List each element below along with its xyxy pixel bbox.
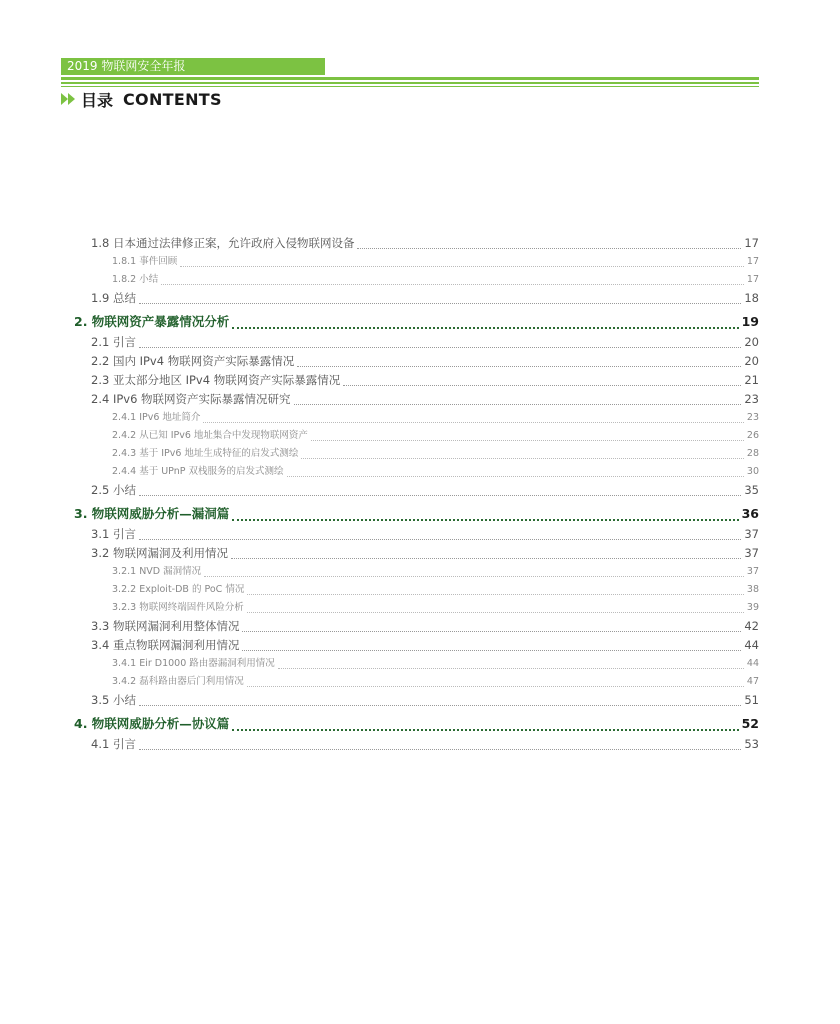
toc-entry[interactable] [0,445,759,463]
toc-entry-label: 3. 物联网威胁分析—漏洞篇 [74,506,230,521]
header-rule-thin [61,86,759,87]
toc-entry[interactable] [0,617,759,636]
toc-entry[interactable] [0,544,759,563]
toc-entry-page-number: 39 [746,602,759,613]
toc-entry[interactable] [0,352,759,371]
toc-entry[interactable] [0,599,759,617]
toc-entry-label: 4. 物联网威胁分析—协议篇 [74,716,230,731]
report-title-tab [61,58,325,75]
toc-entry-page-number: 52 [741,716,759,731]
toc-entry-page-number: 42 [744,619,759,633]
toc-entry-label: 1.9 总结 [91,291,136,305]
toc-entry[interactable] [0,409,759,427]
toc-entry-label: 3.3 物联网漏洞利用整体情况 [91,619,240,633]
toc-entry-label: 3.2 物联网漏洞及利用情况 [91,546,228,560]
toc-entry-label: 1.8 日本通过法律修正案，允许政府入侵物联网设备 [91,236,355,250]
toc-entry-page-number: 44 [744,638,759,652]
dot-leader [297,366,741,367]
dot-leader [247,686,744,687]
toc-entry-label: 2.3 亚太部分地区 IPv4 物联网资产实际暴露情况 [91,373,341,387]
toc-entry-page-number: 23 [744,392,759,406]
toc-entry-page-number: 37 [746,566,759,577]
dot-leader [311,440,744,441]
toc-entry-label: 2.1 引言 [91,335,136,349]
toc-entry-label: 2.4.3 基于 IPv6 地址生成特征的启发式测绘 [112,448,299,459]
report-title: 2019 物联网安全年报 [67,59,186,73]
toc-entry-page-number: 51 [744,693,759,707]
toc-entry-label: 2.4.2 从已知 IPv6 地址集合中发现物联网资产 [112,430,308,441]
toc-entry[interactable] [0,333,759,352]
toc-entry[interactable] [0,253,759,271]
toc-entry-page-number: 18 [744,291,759,305]
dot-leader [139,539,741,540]
dot-leader [301,458,743,459]
dot-leader [357,248,741,249]
toc-entry-page-number: 44 [746,658,759,669]
table-of-contents [0,234,840,754]
toc-entry[interactable] [0,463,759,481]
toc-entry[interactable] [0,691,759,710]
toc-entry-page-number: 53 [744,737,759,751]
header-rule-thick [61,77,759,80]
toc-entry-label: 3.4.2 磊科路由器后门利用情况 [112,676,244,687]
contents-heading [61,89,222,109]
toc-entry[interactable] [0,502,759,525]
toc-entry-page-number: 17 [744,236,759,250]
toc-entry-page-number: 21 [744,373,759,387]
toc-entry[interactable] [0,271,759,289]
toc-entry-label: 3.4.1 Eir D1000 路由器漏洞利用情况 [112,658,275,669]
toc-entry-page-number: 28 [746,448,759,459]
dot-leader [242,631,741,632]
dot-leader [247,594,744,595]
dot-leader [232,327,738,329]
contents-title-en: CONTENTS [123,89,222,109]
double-chevron-right-icon [61,92,77,106]
toc-entry-page-number: 19 [741,314,759,329]
toc-entry-label: 2.4.1 IPv6 地址简介 [112,412,201,423]
dot-leader [278,668,744,669]
toc-entry-page-number: 17 [746,274,759,285]
toc-entry-page-number: 30 [746,466,759,477]
toc-entry[interactable] [0,636,759,655]
toc-entry-page-number: 17 [746,256,759,267]
toc-entry-page-number: 36 [741,506,759,521]
toc-entry-label: 3.1 引言 [91,527,136,541]
dot-leader [139,495,741,496]
toc-entry[interactable] [0,655,759,673]
toc-entry[interactable] [0,581,759,599]
dot-leader [161,284,744,285]
toc-entry-label: 3.5 小结 [91,693,136,707]
dot-leader [287,476,744,477]
dot-leader [294,404,742,405]
toc-entry-label: 2.4 IPv6 物联网资产实际暴露情况研究 [91,392,291,406]
toc-entry[interactable] [0,289,759,308]
header-rule-medium [61,82,759,84]
dot-leader [242,650,741,651]
dot-leader [232,519,738,521]
dot-leader [204,576,744,577]
dot-leader [139,705,741,706]
toc-entry[interactable] [0,525,759,544]
dot-leader [203,422,743,423]
toc-entry-label: 1.8.1 事件回顾 [112,256,178,267]
toc-entry-page-number: 47 [746,676,759,687]
toc-entry-label: 3.4 重点物联网漏洞利用情况 [91,638,240,652]
toc-entry[interactable] [0,735,759,754]
toc-entry-label: 3.2.2 Exploit-DB 的 PoC 情况 [112,584,245,595]
toc-entry-page-number: 37 [744,546,759,560]
dot-leader [232,729,738,731]
contents-title-cn: 目录 [81,90,114,110]
toc-entry-label: 3.2.1 NVD 漏洞情况 [112,566,202,577]
toc-entry[interactable] [0,310,759,333]
dot-leader [343,385,741,386]
toc-entry-page-number: 26 [746,430,759,441]
toc-entry-page-number: 37 [744,527,759,541]
toc-entry-page-number: 20 [744,354,759,368]
toc-entry-label: 2.5 小结 [91,483,136,497]
toc-entry-label: 2.2 国内 IPv4 物联网资产实际暴露情况 [91,354,295,368]
toc-entry[interactable] [0,234,759,253]
toc-entry-page-number: 23 [746,412,759,423]
dot-leader [231,558,741,559]
dot-leader [139,749,741,750]
toc-entry-label: 3.2.3 物联网终端固件风险分析 [112,602,244,613]
toc-entry-label: 2. 物联网资产暴露情况分析 [74,314,230,329]
toc-entry-page-number: 38 [746,584,759,595]
toc-entry-page-number: 20 [744,335,759,349]
dot-leader [139,303,741,304]
toc-entry[interactable] [0,427,759,445]
toc-entry-label: 2.4.4 基于 UPnP 双栈服务的启发式测绘 [112,466,284,477]
toc-entry-label: 4.1 引言 [91,737,136,751]
dot-leader [139,347,741,348]
toc-entry[interactable] [0,673,759,691]
toc-entry-label: 1.8.2 小结 [112,274,159,285]
toc-entry[interactable] [0,371,759,390]
toc-entry[interactable] [0,712,759,735]
toc-entry[interactable] [0,481,759,500]
toc-entry[interactable] [0,390,759,409]
dot-leader [180,266,744,267]
dot-leader [247,612,744,613]
toc-entry[interactable] [0,563,759,581]
toc-entry-page-number: 35 [744,483,759,497]
